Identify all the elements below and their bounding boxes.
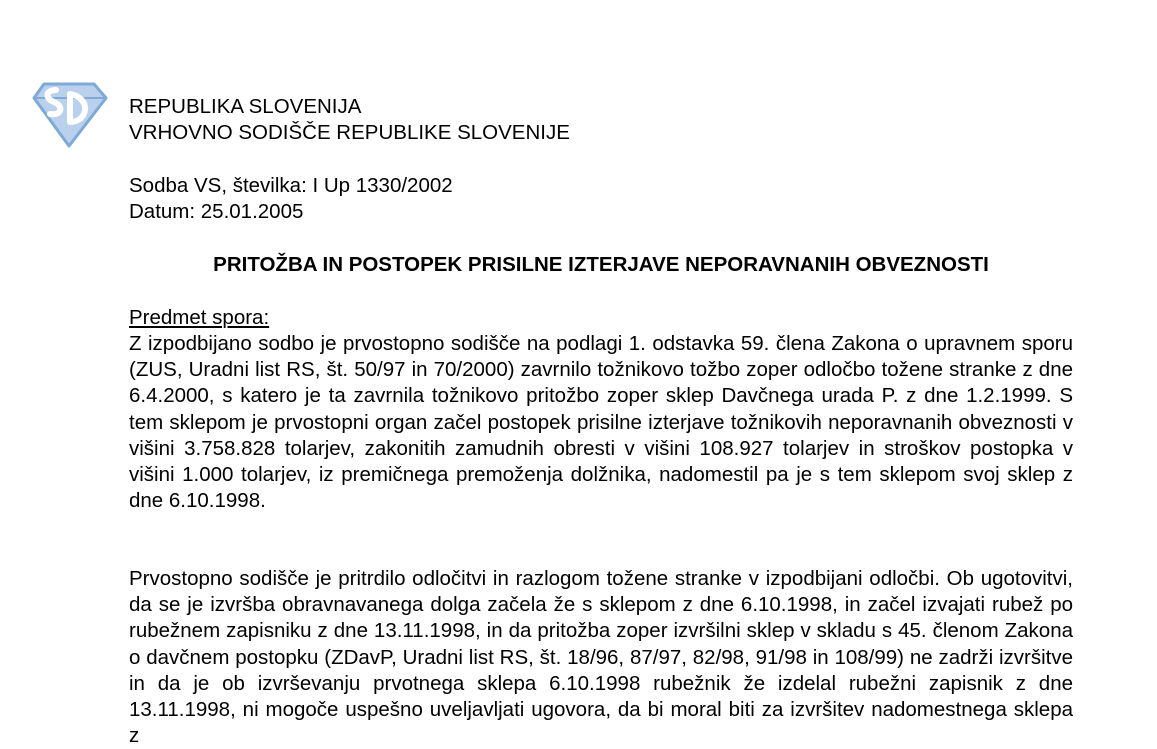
- case-date: Datum: 25.01.2005: [129, 200, 304, 223]
- header-court: VRHOVNO SODIŠČE REPUBLIKE SLOVENIJE: [129, 121, 570, 144]
- case-number: Sodba VS, številka: I Up 1330/2002: [129, 174, 453, 197]
- paragraph-2: Prvostopno sodišče je pritrdilo odločitvi in razlogom tožene stranke v izpodbijani odločbi. Ob ugotovitvi, da se je izvršba obravnavanega dolga začela že s sklepom z dne 6.10.1998, in začel izvajati rubež po rubežnem zapisniku z dne 13.11.1998, in da pritožba zoper izvršilni sklep v skladu s 45. členom Zakona o davčnem postopku (ZDavP, Uradni list RS, št. 18/96, 87/97, 82/98, 91/98 in 108/99) ne zadrži izvršitve in da je ob izvrševanju prvotnega sklepa 6.10.1998 rubežnik že izdelal rubežni zapisnik z dne 13.11.1998, ni mogoče uspešno uveljavljati ugovora, da bi moral biti za izvršitev nadomestnega sklepa z: [129, 567, 1073, 748]
- court-logo: [26, 76, 112, 150]
- header-country: REPUBLIKA SLOVENIJA: [129, 95, 362, 118]
- paragraph-1: Z izpodbijano sodbo je prvostopno sodišče na podlagi 1. odstavka 59. člena Zakona o upravnem sporu (ZUS, Uradni list RS, št. 50/97 in 70/2000) zavrnilo tožnikovo tožbo zoper odločbo tožene stranke z dne 6.4.2000, s katero je ta zavrnila tožnikovo pritožbo zoper sklep Davčnega urada P. z dne 1.2.1999. S tem sklepom je prvostopni organ začel postopek prisilne izterjave tožnikovih neporavnanih obveznosti v višini 3.758.828 tolarjev, zakonitih zamudnih obresti v višini 108.927 tolarjev in stroškov postopka v višini 1.000 tolarjev, iz premičnega premoženja dolžnika, nadomestil pa je s tem sklepom svoj sklep z dne 6.10.1998.: [129, 332, 1073, 513]
- section-label: Predmet spora:: [129, 306, 270, 329]
- document-header: [129, 94, 570, 146]
- case-meta: [129, 173, 453, 225]
- document-title: PRITOŽBA IN POSTOPEK PRISILNE IZTERJAVE NEPORAVNANIH OBVEZNOSTI: [213, 253, 989, 276]
